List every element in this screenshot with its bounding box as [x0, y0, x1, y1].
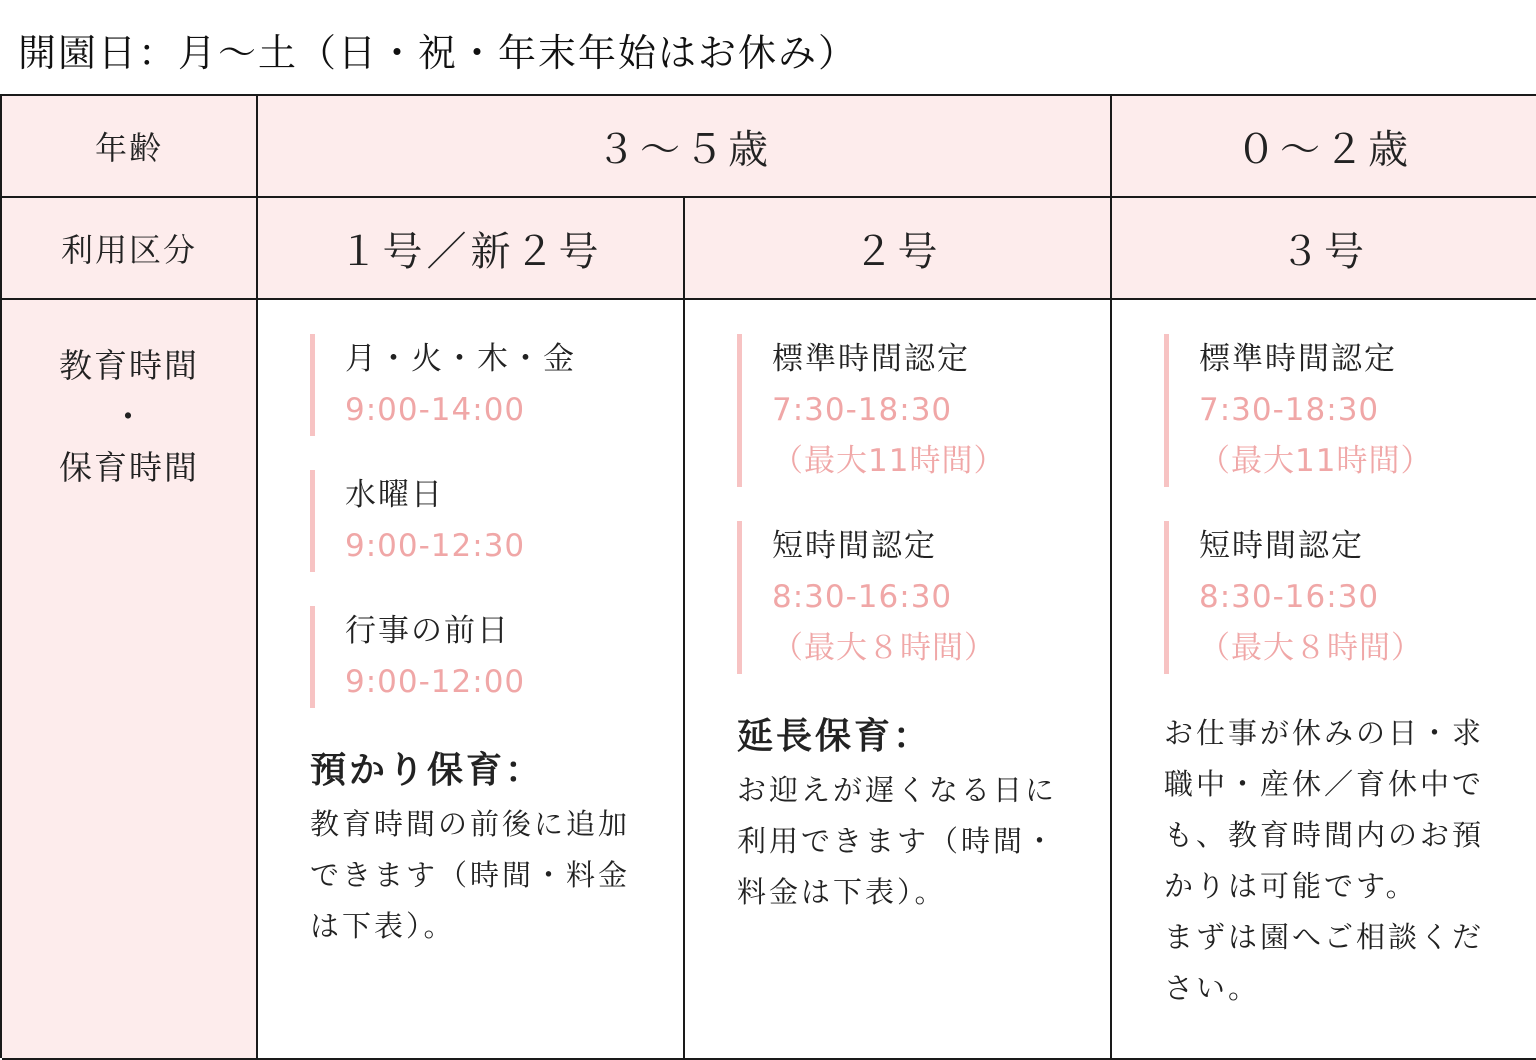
category-3-header: ３号: [1280, 228, 1368, 275]
category-2-header: ２号: [853, 228, 942, 275]
hours-label-line1: 教育時間: [59, 346, 199, 385]
schedule-table: [0, 94, 1536, 1058]
note-text: [737, 765, 1057, 918]
schedule-head: 水曜日: [345, 477, 444, 513]
hours-label-line3: 保育時間: [59, 448, 199, 487]
schedule-time: 8:30-16:30: [1199, 579, 1380, 615]
age-0-2-header: ０～２歳: [1236, 126, 1412, 173]
schedule-head: 月・火・木・金: [345, 341, 576, 377]
schedule-head: 短時間認定: [1199, 528, 1364, 564]
category-1-header: １号／新２号: [338, 228, 603, 275]
note-line: 利用できます（時間・: [737, 824, 1058, 858]
category-label-cell: [2, 198, 258, 300]
col1-body: [258, 300, 685, 1060]
note-line: 教育時間の前後に追加: [310, 807, 631, 841]
schedule-block: [1164, 334, 1536, 487]
schedule-time: 9:00-12:30: [345, 528, 526, 564]
category-label: 利用区分: [60, 231, 197, 269]
note-line: は下表）。: [310, 909, 456, 943]
note-line: お仕事が休みの日・求: [1164, 716, 1485, 750]
schedule-block: [310, 334, 683, 436]
col3-body: [1112, 300, 1536, 1060]
age-label: 年齢: [94, 129, 163, 167]
schedule-extra: （最大８時間）: [772, 630, 996, 666]
hours-label-line2: ・: [111, 397, 147, 436]
schedule-block: [310, 606, 683, 708]
schedule-time: 7:30-18:30: [1199, 392, 1380, 428]
schedule-time: 7:30-18:30: [772, 392, 953, 428]
note-line: 料金は下表）。: [737, 875, 947, 909]
note-line: できます（時間・料金: [310, 858, 631, 892]
schedule-time: 8:30-16:30: [772, 579, 953, 615]
schedule-extra: （最大11時間）: [1199, 443, 1433, 479]
note-line: お迎えが遅くなる日に: [737, 773, 1058, 807]
note-title: 延長保育：: [737, 716, 933, 757]
category-1-cell: [258, 198, 685, 300]
note-line: 職中・産休／育休中で: [1164, 767, 1485, 801]
schedule-block: [737, 521, 1110, 674]
schedule-time: 9:00-14:00: [345, 392, 526, 428]
category-3-cell: [1112, 198, 1536, 300]
page-title: 開園日：月～土（日・祝・年末年始はお休み）: [18, 31, 859, 75]
note-title: 預かり保育：: [310, 750, 545, 791]
note-line: も、教育時間内のお預: [1164, 818, 1485, 852]
note-text: [310, 799, 630, 952]
age-3-5-header: ３～５歳: [596, 126, 772, 173]
note-line: かりは可能です。: [1164, 869, 1418, 903]
age-3-5-cell: [258, 96, 1112, 198]
schedule-block: [310, 470, 683, 572]
age-label-cell: [2, 96, 258, 198]
note-line: さい。: [1164, 971, 1261, 1005]
schedule-head: 短時間認定: [772, 528, 937, 564]
schedule-block: [1164, 521, 1536, 674]
schedule-head: 標準時間認定: [1199, 341, 1397, 377]
hours-label-cell: [2, 300, 258, 1060]
schedule-extra: （最大８時間）: [1199, 630, 1423, 666]
note-text: [1164, 708, 1494, 1014]
col2-body: [685, 300, 1112, 1060]
note-line: まずは園へご相談くだ: [1164, 920, 1485, 954]
schedule-block: [737, 334, 1110, 487]
age-0-2-cell: [1112, 96, 1536, 198]
schedule-head: 標準時間認定: [772, 341, 970, 377]
schedule-time: 9:00-12:00: [345, 664, 526, 700]
schedule-head: 行事の前日: [345, 613, 510, 649]
category-2-cell: [685, 198, 1112, 300]
schedule-extra: （最大11時間）: [772, 443, 1006, 479]
